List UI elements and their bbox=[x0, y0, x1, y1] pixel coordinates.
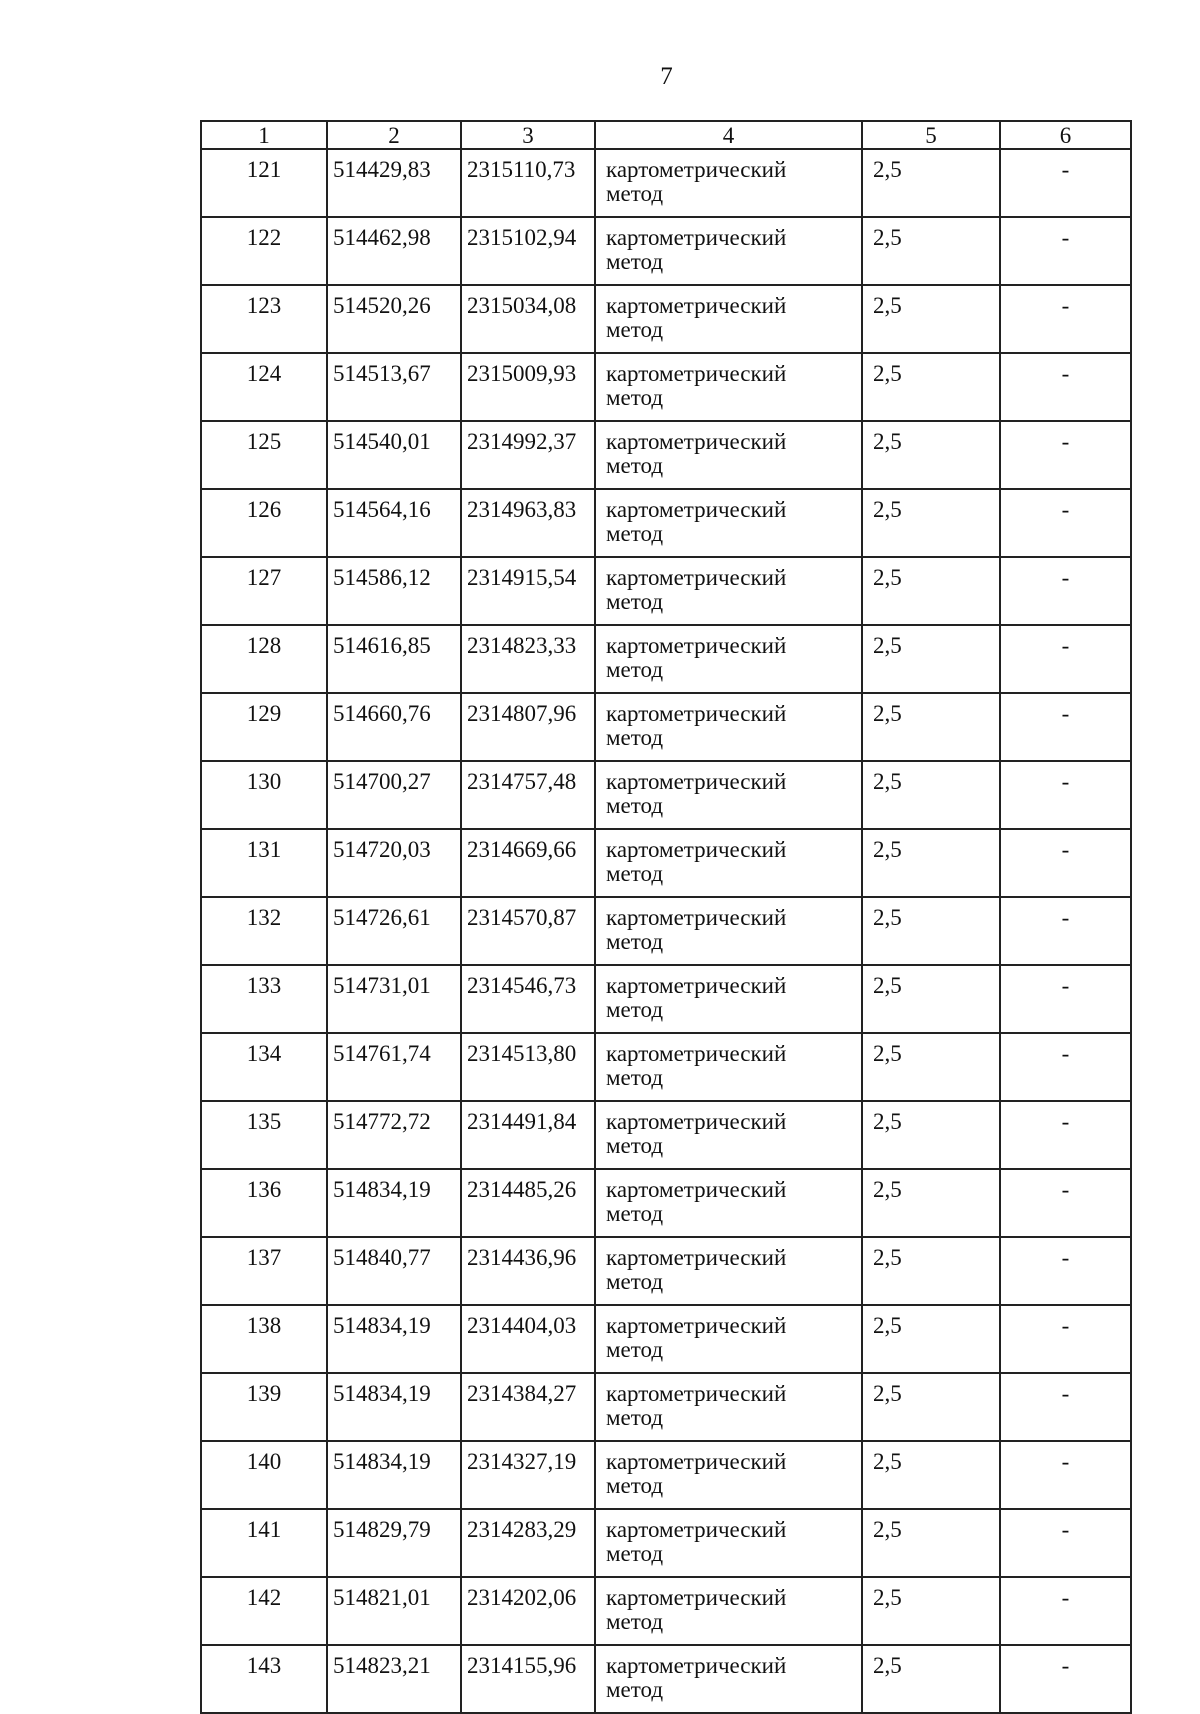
method-cell bbox=[595, 1577, 862, 1645]
x-coordinate-cell: 514761,74 bbox=[327, 1033, 461, 1101]
x-coordinate-cell: 514586,12 bbox=[327, 557, 461, 625]
method-line-1: картометрический bbox=[606, 1381, 787, 1406]
method-line-2: метод bbox=[606, 317, 664, 342]
note-cell: - bbox=[1000, 1237, 1131, 1305]
note-cell: - bbox=[1000, 761, 1131, 829]
accuracy-cell: 2,5 bbox=[862, 1169, 1000, 1237]
point-number-cell: 139 bbox=[201, 1373, 327, 1441]
accuracy-cell: 2,5 bbox=[862, 829, 1000, 897]
method-cell bbox=[595, 625, 862, 693]
point-number-cell: 131 bbox=[201, 829, 327, 897]
header-cell: 4 bbox=[595, 121, 862, 149]
method-line-1: картометрический bbox=[606, 565, 787, 590]
x-coordinate-cell: 514462,98 bbox=[327, 217, 461, 285]
method-line-2: метод bbox=[606, 385, 664, 410]
note-cell: - bbox=[1000, 693, 1131, 761]
method-line-2: метод bbox=[606, 453, 664, 478]
note-cell: - bbox=[1000, 217, 1131, 285]
table-row bbox=[201, 1373, 1131, 1441]
note-cell: - bbox=[1000, 1645, 1131, 1713]
accuracy-cell: 2,5 bbox=[862, 1577, 1000, 1645]
accuracy-cell: 2,5 bbox=[862, 1101, 1000, 1169]
x-coordinate-cell: 514834,19 bbox=[327, 1373, 461, 1441]
note-cell: - bbox=[1000, 1033, 1131, 1101]
point-number-cell: 126 bbox=[201, 489, 327, 557]
method-line-1: картометрический bbox=[606, 225, 787, 250]
method-line-1: картометрический bbox=[606, 1245, 787, 1270]
note-cell: - bbox=[1000, 421, 1131, 489]
method-line-2: метод bbox=[606, 861, 664, 886]
note-cell: - bbox=[1000, 1441, 1131, 1509]
method-line-2: метод bbox=[606, 793, 664, 818]
table-row bbox=[201, 489, 1131, 557]
note-cell: - bbox=[1000, 1101, 1131, 1169]
method-line-1: картометрический bbox=[606, 1041, 787, 1066]
method-line-2: метод bbox=[606, 1405, 664, 1430]
note-cell: - bbox=[1000, 965, 1131, 1033]
point-number-cell: 127 bbox=[201, 557, 327, 625]
table-row bbox=[201, 761, 1131, 829]
accuracy-cell: 2,5 bbox=[862, 1509, 1000, 1577]
method-line-1: картометрический bbox=[606, 157, 787, 182]
method-line-1: картометрический bbox=[606, 429, 787, 454]
table-row bbox=[201, 965, 1131, 1033]
x-coordinate-cell: 514540,01 bbox=[327, 421, 461, 489]
header-cell: 5 bbox=[862, 121, 1000, 149]
note-cell: - bbox=[1000, 1305, 1131, 1373]
header-cell: 1 bbox=[201, 121, 327, 149]
method-cell bbox=[595, 1373, 862, 1441]
accuracy-cell: 2,5 bbox=[862, 149, 1000, 217]
method-line-2: метод bbox=[606, 657, 664, 682]
x-coordinate-cell: 514616,85 bbox=[327, 625, 461, 693]
table-row bbox=[201, 285, 1131, 353]
point-number-cell: 132 bbox=[201, 897, 327, 965]
method-line-1: картометрический bbox=[606, 1449, 787, 1474]
method-cell bbox=[595, 1169, 862, 1237]
accuracy-cell: 2,5 bbox=[862, 693, 1000, 761]
coordinates-table bbox=[200, 120, 1132, 1714]
method-line-1: картометрический bbox=[606, 1653, 787, 1678]
point-number-cell: 135 bbox=[201, 1101, 327, 1169]
x-coordinate-cell: 514821,01 bbox=[327, 1577, 461, 1645]
table-row bbox=[201, 1033, 1131, 1101]
accuracy-cell: 2,5 bbox=[862, 557, 1000, 625]
method-line-2: метод bbox=[606, 181, 664, 206]
method-cell bbox=[595, 285, 862, 353]
method-line-2: метод bbox=[606, 589, 664, 614]
accuracy-cell: 2,5 bbox=[862, 965, 1000, 1033]
method-line-2: метод bbox=[606, 521, 664, 546]
table-row bbox=[201, 557, 1131, 625]
method-line-1: картометрический bbox=[606, 1517, 787, 1542]
method-line-2: метод bbox=[606, 1065, 664, 1090]
accuracy-cell: 2,5 bbox=[862, 421, 1000, 489]
accuracy-cell: 2,5 bbox=[862, 1441, 1000, 1509]
x-coordinate-cell: 514564,16 bbox=[327, 489, 461, 557]
note-cell: - bbox=[1000, 353, 1131, 421]
table-row bbox=[201, 693, 1131, 761]
y-coordinate-cell: 2314436,96 bbox=[461, 1237, 595, 1305]
header-cell: 2 bbox=[327, 121, 461, 149]
y-coordinate-cell: 2314546,73 bbox=[461, 965, 595, 1033]
note-cell: - bbox=[1000, 1169, 1131, 1237]
accuracy-cell: 2,5 bbox=[862, 1033, 1000, 1101]
y-coordinate-cell: 2315102,94 bbox=[461, 217, 595, 285]
method-line-1: картометрический bbox=[606, 1313, 787, 1338]
table-row bbox=[201, 1101, 1131, 1169]
method-line-1: картометрический bbox=[606, 905, 787, 930]
point-number-cell: 134 bbox=[201, 1033, 327, 1101]
method-line-2: метод bbox=[606, 249, 664, 274]
point-number-cell: 122 bbox=[201, 217, 327, 285]
accuracy-cell: 2,5 bbox=[862, 353, 1000, 421]
accuracy-cell: 2,5 bbox=[862, 1645, 1000, 1713]
table-row bbox=[201, 1441, 1131, 1509]
point-number-cell: 121 bbox=[201, 149, 327, 217]
point-number-cell: 141 bbox=[201, 1509, 327, 1577]
y-coordinate-cell: 2314491,84 bbox=[461, 1101, 595, 1169]
method-cell bbox=[595, 1509, 862, 1577]
accuracy-cell: 2,5 bbox=[862, 1373, 1000, 1441]
y-coordinate-cell: 2314283,29 bbox=[461, 1509, 595, 1577]
point-number-cell: 143 bbox=[201, 1645, 327, 1713]
note-cell: - bbox=[1000, 1577, 1131, 1645]
method-line-1: картометрический bbox=[606, 769, 787, 794]
x-coordinate-cell: 514429,83 bbox=[327, 149, 461, 217]
accuracy-cell: 2,5 bbox=[862, 1237, 1000, 1305]
y-coordinate-cell: 2314963,83 bbox=[461, 489, 595, 557]
x-coordinate-cell: 514731,01 bbox=[327, 965, 461, 1033]
method-cell bbox=[595, 829, 862, 897]
y-coordinate-cell: 2314513,80 bbox=[461, 1033, 595, 1101]
method-line-1: картометрический bbox=[606, 837, 787, 862]
point-number-cell: 142 bbox=[201, 1577, 327, 1645]
table-row bbox=[201, 897, 1131, 965]
method-line-2: метод bbox=[606, 1609, 664, 1634]
y-coordinate-cell: 2314202,06 bbox=[461, 1577, 595, 1645]
x-coordinate-cell: 514840,77 bbox=[327, 1237, 461, 1305]
method-cell bbox=[595, 1033, 862, 1101]
y-coordinate-cell: 2314807,96 bbox=[461, 693, 595, 761]
point-number-cell: 129 bbox=[201, 693, 327, 761]
y-coordinate-cell: 2315009,93 bbox=[461, 353, 595, 421]
point-number-cell: 136 bbox=[201, 1169, 327, 1237]
table-row bbox=[201, 1169, 1131, 1237]
point-number-cell: 133 bbox=[201, 965, 327, 1033]
note-cell: - bbox=[1000, 149, 1131, 217]
point-number-cell: 130 bbox=[201, 761, 327, 829]
x-coordinate-cell: 514520,26 bbox=[327, 285, 461, 353]
method-line-1: картометрический bbox=[606, 973, 787, 998]
x-coordinate-cell: 514700,27 bbox=[327, 761, 461, 829]
x-coordinate-cell: 514834,19 bbox=[327, 1169, 461, 1237]
x-coordinate-cell: 514772,72 bbox=[327, 1101, 461, 1169]
method-line-1: картометрический bbox=[606, 701, 787, 726]
method-line-2: метод bbox=[606, 1269, 664, 1294]
method-line-2: метод bbox=[606, 929, 664, 954]
method-cell bbox=[595, 693, 862, 761]
note-cell: - bbox=[1000, 489, 1131, 557]
point-number-cell: 138 bbox=[201, 1305, 327, 1373]
x-coordinate-cell: 514834,19 bbox=[327, 1441, 461, 1509]
table-row bbox=[201, 1645, 1131, 1713]
y-coordinate-cell: 2314384,27 bbox=[461, 1373, 595, 1441]
note-cell: - bbox=[1000, 1373, 1131, 1441]
point-number-cell: 128 bbox=[201, 625, 327, 693]
table-row bbox=[201, 217, 1131, 285]
y-coordinate-cell: 2314570,87 bbox=[461, 897, 595, 965]
method-line-2: метод bbox=[606, 997, 664, 1022]
method-cell bbox=[595, 897, 862, 965]
method-cell bbox=[595, 965, 862, 1033]
method-cell bbox=[595, 149, 862, 217]
x-coordinate-cell: 514660,76 bbox=[327, 693, 461, 761]
method-cell bbox=[595, 1645, 862, 1713]
method-cell bbox=[595, 761, 862, 829]
table-row bbox=[201, 421, 1131, 489]
method-line-1: картометрический bbox=[606, 1585, 787, 1610]
method-line-1: картометрический bbox=[606, 497, 787, 522]
method-cell bbox=[595, 489, 862, 557]
method-cell bbox=[595, 421, 862, 489]
note-cell: - bbox=[1000, 557, 1131, 625]
header-cell: 3 bbox=[461, 121, 595, 149]
method-cell bbox=[595, 1305, 862, 1373]
method-line-2: метод bbox=[606, 1473, 664, 1498]
accuracy-cell: 2,5 bbox=[862, 217, 1000, 285]
y-coordinate-cell: 2314327,19 bbox=[461, 1441, 595, 1509]
y-coordinate-cell: 2314155,96 bbox=[461, 1645, 595, 1713]
x-coordinate-cell: 514829,79 bbox=[327, 1509, 461, 1577]
point-number-cell: 125 bbox=[201, 421, 327, 489]
y-coordinate-cell: 2314992,37 bbox=[461, 421, 595, 489]
x-coordinate-cell: 514834,19 bbox=[327, 1305, 461, 1373]
table-row bbox=[201, 1305, 1131, 1373]
x-coordinate-cell: 514823,21 bbox=[327, 1645, 461, 1713]
y-coordinate-cell: 2314757,48 bbox=[461, 761, 595, 829]
y-coordinate-cell: 2314485,26 bbox=[461, 1169, 595, 1237]
page-number: 7 bbox=[660, 63, 673, 90]
method-line-1: картометрический bbox=[606, 1177, 787, 1202]
method-line-2: метод bbox=[606, 1337, 664, 1362]
accuracy-cell: 2,5 bbox=[862, 285, 1000, 353]
note-cell: - bbox=[1000, 897, 1131, 965]
method-cell bbox=[595, 353, 862, 421]
y-coordinate-cell: 2315110,73 bbox=[461, 149, 595, 217]
note-cell: - bbox=[1000, 1509, 1131, 1577]
method-cell bbox=[595, 217, 862, 285]
method-cell bbox=[595, 1237, 862, 1305]
table-header-row bbox=[201, 121, 1131, 149]
accuracy-cell: 2,5 bbox=[862, 625, 1000, 693]
header-cell: 6 bbox=[1000, 121, 1131, 149]
point-number-cell: 124 bbox=[201, 353, 327, 421]
table-row bbox=[201, 1577, 1131, 1645]
method-line-1: картометрический bbox=[606, 293, 787, 318]
method-line-2: метод bbox=[606, 1133, 664, 1158]
x-coordinate-cell: 514720,03 bbox=[327, 829, 461, 897]
table-row bbox=[201, 625, 1131, 693]
point-number-cell: 123 bbox=[201, 285, 327, 353]
method-line-2: метод bbox=[606, 1677, 664, 1702]
table-row bbox=[201, 1509, 1131, 1577]
y-coordinate-cell: 2314404,03 bbox=[461, 1305, 595, 1373]
method-line-1: картометрический bbox=[606, 1109, 787, 1134]
y-coordinate-cell: 2314915,54 bbox=[461, 557, 595, 625]
method-cell bbox=[595, 1441, 862, 1509]
note-cell: - bbox=[1000, 829, 1131, 897]
x-coordinate-cell: 514726,61 bbox=[327, 897, 461, 965]
table-row bbox=[201, 1237, 1131, 1305]
table-row bbox=[201, 829, 1131, 897]
table-row bbox=[201, 353, 1131, 421]
y-coordinate-cell: 2314823,33 bbox=[461, 625, 595, 693]
accuracy-cell: 2,5 bbox=[862, 761, 1000, 829]
point-number-cell: 140 bbox=[201, 1441, 327, 1509]
y-coordinate-cell: 2315034,08 bbox=[461, 285, 595, 353]
method-line-1: картометрический bbox=[606, 633, 787, 658]
method-line-2: метод bbox=[606, 1201, 664, 1226]
accuracy-cell: 2,5 bbox=[862, 489, 1000, 557]
method-cell bbox=[595, 557, 862, 625]
point-number-cell: 137 bbox=[201, 1237, 327, 1305]
x-coordinate-cell: 514513,67 bbox=[327, 353, 461, 421]
method-line-1: картометрический bbox=[606, 361, 787, 386]
accuracy-cell: 2,5 bbox=[862, 1305, 1000, 1373]
method-line-2: метод bbox=[606, 1541, 664, 1566]
note-cell: - bbox=[1000, 285, 1131, 353]
method-line-2: метод bbox=[606, 725, 664, 750]
method-cell bbox=[595, 1101, 862, 1169]
y-coordinate-cell: 2314669,66 bbox=[461, 829, 595, 897]
note-cell: - bbox=[1000, 625, 1131, 693]
table-row bbox=[201, 149, 1131, 217]
accuracy-cell: 2,5 bbox=[862, 897, 1000, 965]
